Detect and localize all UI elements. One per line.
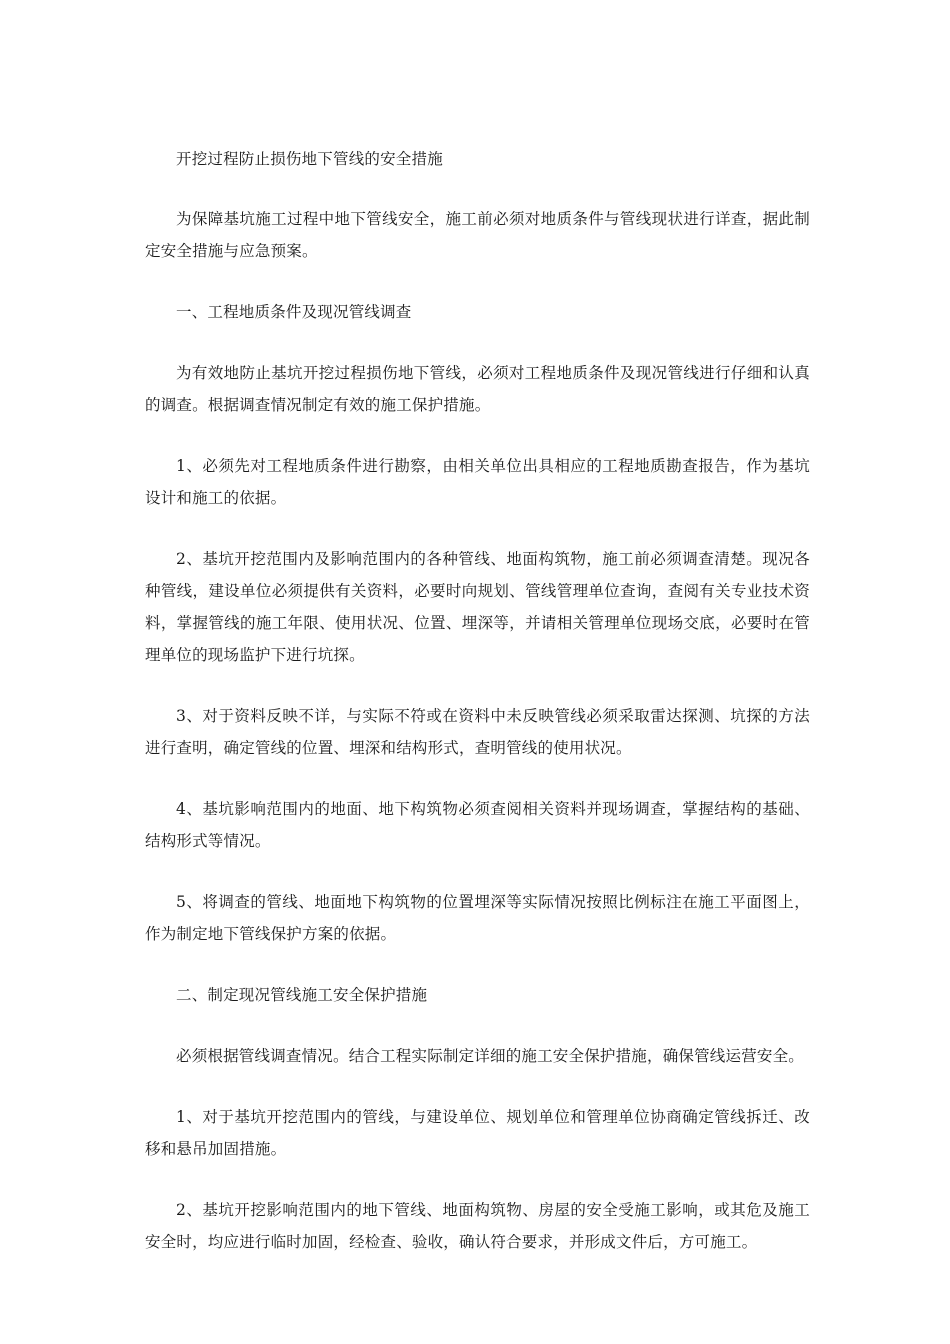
section-heading-1: 一、工程地质条件及现况管线调查 — [176, 303, 412, 321]
document-body — [145, 143, 810, 1287]
paragraph-section-1-item-4: 4、基坑影响范围内的地面、地下构筑物必须查阅相关资料并现场调查，掌握结构的基础、结构形式等情况。 — [145, 800, 810, 850]
paragraph-section-1-intro: 为有效地防止基坑开挖过程损伤地下管线，必须对工程地质条件及现况管线进行仔细和认真的调查。根据调查情况制定有效的施工保护措施。 — [145, 364, 810, 414]
paragraph-section-1-item-3: 3、对于资料反映不详，与实际不符或在资料中未反映管线必须采取雷达探测、坑探的方法进行查明，确定管线的位置、埋深和结构形式，查明管线的使用状况。 — [145, 707, 810, 757]
section-heading-2: 二、制定现况管线施工安全保护措施 — [176, 986, 428, 1004]
paragraph-section-1-item-2: 2、基坑开挖范围内及影响范围内的各种管线、地面构筑物，施工前必须调查清楚。现况各种管线，建设单位必须提供有关资料，必要时向规划、管线管理单位查询，查阅有关专业技术资料，掌握管线的施工年限、使用状况、位置、埋深等，并请相关管理单位现场交底，必要时在管理单位的现场监护下进行坑探。 — [145, 550, 810, 664]
paragraph-section-2-item-2: 2、基坑开挖影响范围内的地下管线、地面构筑物、房屋的安全受施工影响，或其危及施工安全时，均应进行临时加固，经检查、验收，确认符合要求，并形成文件后，方可施工。 — [145, 1201, 810, 1251]
paragraph-intro: 为保障基坑施工过程中地下管线安全，施工前必须对地质条件与管线现状进行详查，据此制定安全措施与应急预案。 — [145, 210, 810, 260]
paragraph-section-2-intro: 必须根据管线调查情况。结合工程实际制定详细的施工安全保护措施，确保管线运营安全。 — [176, 1047, 805, 1065]
document-title: 开挖过程防止损伤地下管线的安全措施 — [176, 150, 443, 168]
paragraph-section-1-item-5: 5、将调查的管线、地面地下构筑物的位置埋深等实际情况按照比例标注在施工平面图上，作为制定地下管线保护方案的依据。 — [145, 893, 810, 943]
paragraph-section-2-item-1: 1、对于基坑开挖范围内的管线，与建设单位、规划单位和管理单位协商确定管线拆迁、改移和悬吊加固措施。 — [145, 1108, 810, 1158]
paragraph-section-1-item-1: 1、必须先对工程地质条件进行勘察，由相关单位出具相应的工程地质勘查报告，作为基坑设计和施工的依据。 — [145, 457, 810, 507]
